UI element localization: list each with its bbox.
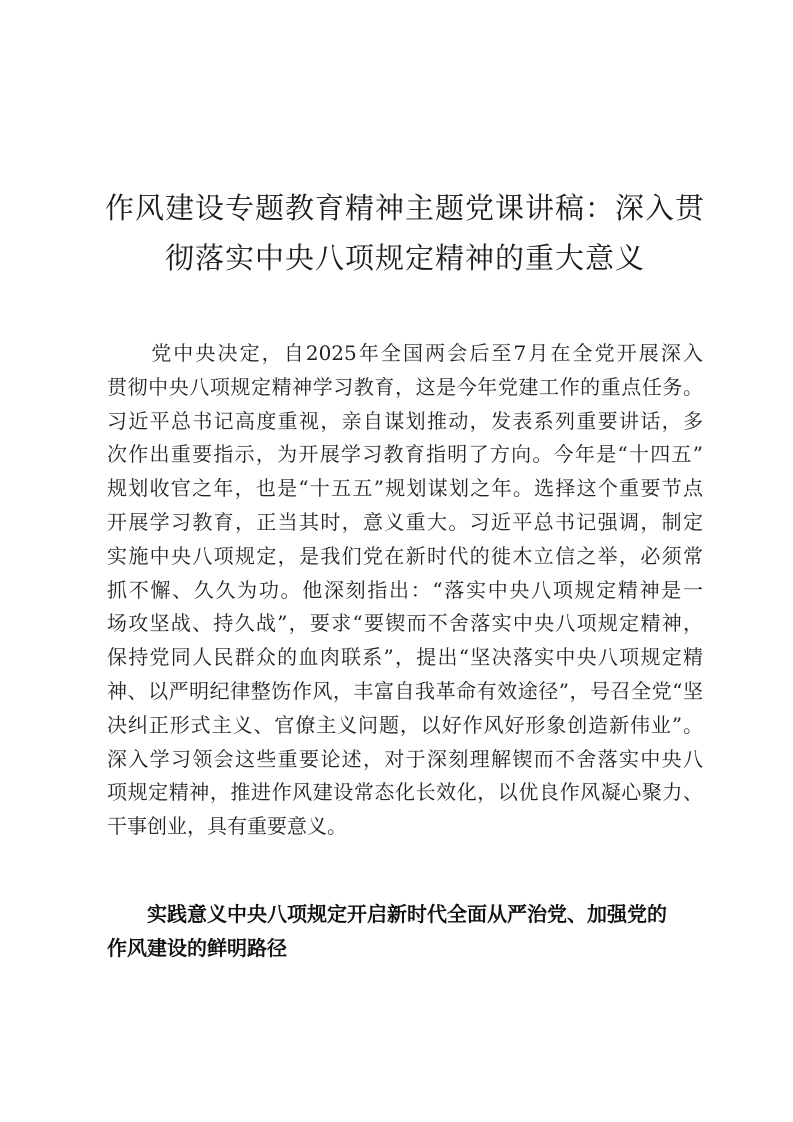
body-paragraph (107, 337, 703, 844)
paragraph-line: 项规定精神，推进作风建设常态化长效化，以优良作风凝心聚力、 (107, 780, 703, 805)
paragraph-line: 保持党同人民群众的血肉联系”，提出“坚决落实中央八项规定精 (107, 645, 703, 670)
paragraph-line: 党中央决定，自2025年全国两会后至7月在全党开展深入 (107, 341, 703, 365)
paragraph-line: 开展学习教育，正当其时，意义重大。习近平总书记强调，制定 (107, 509, 703, 534)
paragraph-line: 深入学习领会这些重要论述，对于深刻理解锲而不舍落实中央八 (107, 746, 703, 771)
document-title (100, 183, 710, 283)
paragraph-line: 实施中央八项规定，是我们党在新时代的徙木立信之举，必须常 (107, 543, 703, 568)
paragraph-line: 习近平总书记高度重视，亲自谋划推动，发表系列重要讲话，多 (107, 408, 703, 433)
heading-line-1: 实践意义中央八项规定开启新时代全面从严治党、加强党的 (107, 902, 667, 926)
paragraph-line: 贯彻中央八项规定精神学习教育，这是今年党建工作的重点任务。 (107, 374, 703, 399)
paragraph-line: 次作出重要指示，为开展学习教育指明了方向。今年是“十四五” (107, 442, 703, 467)
heading-line-2: 作风建设的鲜明路径 (107, 935, 287, 960)
section-heading (107, 898, 703, 966)
title-line-1: 作风建设专题教育精神主题党课讲稿：深入贯 (104, 191, 705, 225)
paragraph-line: 神、以严明纪律整饬作风，丰富自我革命有效途径”，号召全党“坚 (107, 678, 703, 703)
paragraph-line: 场攻坚战、持久战”，要求“要锲而不舍落实中央八项规定精神， (107, 611, 703, 636)
title-line-2: 彻落实中央八项规定精神的重大意义 (164, 241, 645, 275)
paragraph-line: 抓不懈、久久为功。他深刻指出：“落实中央八项规定精神是一 (107, 577, 703, 602)
paragraph-line: 干事创业，具有重要意义。 (107, 814, 347, 839)
paragraph-line: 决纠正形式主义、官僚主义问题，以好作风好形象创造新伟业”。 (107, 712, 703, 737)
paragraph-line: 规划收官之年，也是“十五五”规划谋划之年。选择这个重要节点 (107, 476, 703, 501)
